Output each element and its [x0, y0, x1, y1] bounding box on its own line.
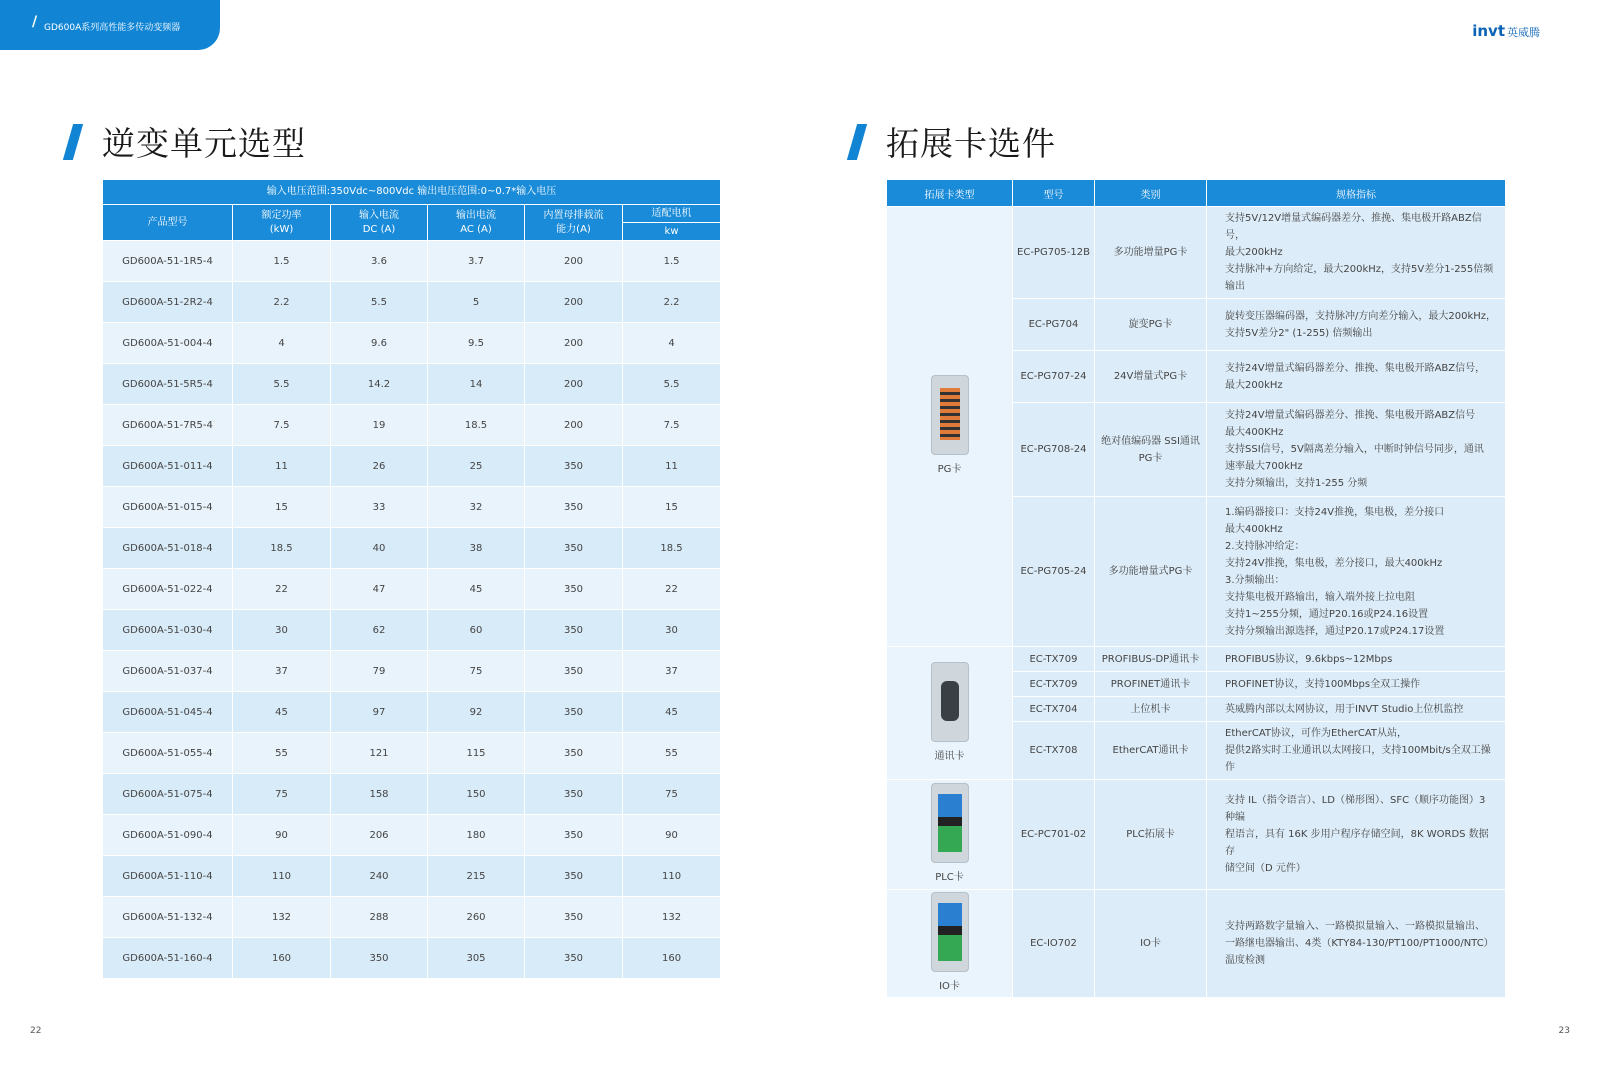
cell-bus-capacity: 350: [525, 897, 623, 938]
cell-input-current: 26: [331, 446, 428, 487]
cell-motor: 2.2: [623, 282, 721, 323]
card-type-cell: [887, 207, 1013, 647]
cell-model: GD600A-51-018-4: [103, 528, 233, 569]
cell-output-current: 92: [428, 692, 525, 733]
cell-bus-capacity: 350: [525, 610, 623, 651]
cell-power: 110: [233, 856, 331, 897]
card-spec: [1207, 697, 1506, 722]
cell-bus-capacity: 200: [525, 364, 623, 405]
cell-bus-capacity: 350: [525, 938, 623, 979]
cell-bus-capacity: 350: [525, 856, 623, 897]
spec-line: 最大200kHz: [1225, 247, 1283, 258]
cell-output-current: 180: [428, 815, 525, 856]
cell-input-current: 9.6: [331, 323, 428, 364]
header-tab: [0, 0, 220, 50]
cell-output-current: 32: [428, 487, 525, 528]
spec-line: 速率最大700kHz: [1225, 461, 1303, 472]
cell-power: 45: [233, 692, 331, 733]
cell-output-current: 25: [428, 446, 525, 487]
cell-input-current: 62: [331, 610, 428, 651]
table-row: [103, 815, 721, 856]
cell-model: GD600A-51-5R5-4: [103, 364, 233, 405]
cell-input-current: 5.5: [331, 282, 428, 323]
card-spec: [1207, 647, 1506, 672]
spec-line: 最大400KHz: [1225, 427, 1284, 438]
spec-line: 最大400kHz: [1225, 523, 1283, 535]
cell-motor: 5.5: [623, 364, 721, 405]
logo-sub: 英威腾: [1507, 26, 1540, 39]
cell-bus-capacity: 200: [525, 405, 623, 446]
cell-bus-capacity: 350: [525, 733, 623, 774]
cell-model: GD600A-51-011-4: [103, 446, 233, 487]
table-row: [103, 692, 721, 733]
cell-power: 15: [233, 487, 331, 528]
spec-line: 储空间（D 元件）: [1225, 863, 1306, 874]
cell-input-current: 288: [331, 897, 428, 938]
cell-power: 2.2: [233, 282, 331, 323]
cell-motor: 22: [623, 569, 721, 610]
card-row: [887, 890, 1506, 998]
cell-power: 5.5: [233, 364, 331, 405]
cell-bus-capacity: 350: [525, 569, 623, 610]
left-page-title: 逆变单元选型: [102, 124, 306, 163]
cell-motor: 45: [623, 692, 721, 733]
header-title: GD600A系列高性能多传动变频器: [44, 23, 181, 33]
table-row: [103, 651, 721, 692]
spec-line: 2.支持脉冲给定：: [1225, 540, 1305, 552]
card-category: 24V增量式PG卡: [1095, 351, 1207, 403]
cell-motor: 90: [623, 815, 721, 856]
spec-line: 旋转变压器编码器，支持脉冲/方向差分输入，最大200kHz，: [1225, 310, 1497, 322]
cell-power: 160: [233, 938, 331, 979]
col-motor: 适配电机: [623, 205, 721, 223]
card-spec: [1207, 780, 1506, 890]
cell-motor: 160: [623, 938, 721, 979]
card-spec: [1207, 207, 1506, 299]
col-power-l1: 额定功率: [261, 209, 302, 221]
cell-model: GD600A-51-7R5-4: [103, 405, 233, 446]
card-type-cell: [887, 780, 1013, 890]
cell-bus-capacity: 350: [525, 528, 623, 569]
table-row: [103, 241, 721, 282]
table-row: [103, 528, 721, 569]
cell-input-current: 33: [331, 487, 428, 528]
cell-input-current: 350: [331, 938, 428, 979]
table-row: [103, 487, 721, 528]
col-card-spec: 规格指标: [1207, 180, 1506, 207]
inverter-selection-table: [102, 179, 721, 979]
spec-line: 温度检测: [1225, 955, 1265, 966]
card-connector-graphic: [941, 681, 959, 721]
card-spec: [1207, 890, 1506, 998]
spec-line: 最大200kHz: [1225, 379, 1283, 391]
cell-motor: 4: [623, 323, 721, 364]
card-type-cell: [887, 890, 1013, 998]
col-in-l2: DC (A): [362, 223, 396, 235]
cell-bus-capacity: 200: [525, 282, 623, 323]
col-out-l2: AC (A): [460, 223, 492, 235]
table-row: [103, 446, 721, 487]
cell-power: 75: [233, 774, 331, 815]
card-spec: [1207, 722, 1506, 780]
cell-power: 22: [233, 569, 331, 610]
card-connector-graphic: [940, 388, 960, 440]
cell-input-current: 240: [331, 856, 428, 897]
cell-motor: 30: [623, 610, 721, 651]
cell-power: 132: [233, 897, 331, 938]
table-row: [103, 569, 721, 610]
col-input-current: [331, 205, 428, 241]
cell-power: 11: [233, 446, 331, 487]
cell-input-current: 40: [331, 528, 428, 569]
cell-power: 1.5: [233, 241, 331, 282]
spec-line: 支持1~255分频，通过P20.16或P24.16设置: [1225, 608, 1429, 620]
table-row: [103, 323, 721, 364]
cell-model: GD600A-51-160-4: [103, 938, 233, 979]
card-category: 多功能增量PG卡: [1095, 207, 1207, 299]
card-category: 绝对值编码器 SSI通讯PG卡: [1095, 403, 1207, 497]
cell-output-current: 3.7: [428, 241, 525, 282]
card-type-label: IO卡: [939, 981, 960, 992]
card-type-cell: [887, 647, 1013, 780]
cell-input-current: 47: [331, 569, 428, 610]
col-card-type: 拓展卡类型: [887, 180, 1013, 207]
cell-motor: 75: [623, 774, 721, 815]
cell-model: GD600A-51-110-4: [103, 856, 233, 897]
spec-line: PROFIBUS协议，9.6kbps~12Mbps: [1225, 653, 1393, 665]
card-model: EC-PG708-24: [1013, 403, 1095, 497]
cell-input-current: 79: [331, 651, 428, 692]
table-row: [103, 364, 721, 405]
cell-output-current: 45: [428, 569, 525, 610]
col-power-l2: (kW): [269, 223, 294, 235]
cell-model: GD600A-51-015-4: [103, 487, 233, 528]
col-motor-unit: kw: [623, 223, 721, 241]
cell-input-current: 3.6: [331, 241, 428, 282]
card-category: 多功能增量式PG卡: [1095, 497, 1207, 647]
cell-model: GD600A-51-090-4: [103, 815, 233, 856]
col-power: [233, 205, 331, 241]
cell-power: 90: [233, 815, 331, 856]
cell-motor: 132: [623, 897, 721, 938]
cell-output-current: 75: [428, 651, 525, 692]
card-photo: [931, 375, 969, 455]
card-model: EC-TX704: [1013, 697, 1095, 722]
card-model: EC-TX709: [1013, 672, 1095, 697]
card-category: PLC拓展卡: [1095, 780, 1207, 890]
cell-output-current: 9.5: [428, 323, 525, 364]
cell-motor: 7.5: [623, 405, 721, 446]
cell-bus-capacity: 350: [525, 651, 623, 692]
card-model: EC-IO702: [1013, 890, 1095, 998]
cell-model: GD600A-51-1R5-4: [103, 241, 233, 282]
spec-line: 支持分频输出源选择，通过P20.17或P24.17设置: [1225, 625, 1445, 637]
spec-line: 支持24V增量式编码器差分、推挽、集电极开路ABZ信号，: [1225, 362, 1486, 374]
cell-power: 37: [233, 651, 331, 692]
cell-output-current: 60: [428, 610, 525, 651]
cell-bus-capacity: 350: [525, 815, 623, 856]
cell-model: GD600A-51-022-4: [103, 569, 233, 610]
spec-line: 输出: [1225, 281, 1245, 292]
card-photo: [931, 892, 969, 972]
card-spec: [1207, 497, 1506, 647]
table-row: [103, 282, 721, 323]
cell-motor: 15: [623, 487, 721, 528]
page-number-right: 23: [1558, 1026, 1570, 1036]
cell-model: GD600A-51-045-4: [103, 692, 233, 733]
cell-output-current: 150: [428, 774, 525, 815]
spec-line: 支持 IL（指令语言）、LD（梯形图）、SFC（顺序功能图）3 种编: [1225, 795, 1486, 823]
card-category: PROFIBUS-DP通讯卡: [1095, 647, 1207, 672]
cell-output-current: 260: [428, 897, 525, 938]
page-number-left: 22: [30, 1026, 42, 1036]
col-card-model: 型号: [1013, 180, 1095, 207]
card-type-label: PLC卡: [935, 872, 964, 883]
table-row: [103, 897, 721, 938]
spec-line: 支持分频输出，支持1-255 分频: [1225, 478, 1368, 489]
spec-line: 支持脉冲+方向给定，最大200kHz，支持5V差分1-255倍频: [1225, 264, 1494, 275]
cell-bus-capacity: 200: [525, 241, 623, 282]
spec-line: 3.分频输出：: [1225, 574, 1285, 586]
spec-line: 支持5V差分2" (1-255) 倍频输出: [1225, 327, 1373, 339]
card-model: EC-TX708: [1013, 722, 1095, 780]
card-model: EC-PG704: [1013, 299, 1095, 351]
cell-motor: 18.5: [623, 528, 721, 569]
card-category: 旋变PG卡: [1095, 299, 1207, 351]
cell-bus-capacity: 350: [525, 487, 623, 528]
cell-output-current: 215: [428, 856, 525, 897]
card-category: 上位机卡: [1095, 697, 1207, 722]
card-category: EtherCAT通讯卡: [1095, 722, 1207, 780]
col-bus-l1: 内置母排载流: [543, 209, 604, 221]
card-model: EC-PG705-12B: [1013, 207, 1095, 299]
card-type-label: PG卡: [937, 464, 962, 475]
table-row: [103, 774, 721, 815]
cell-model: GD600A-51-132-4: [103, 897, 233, 938]
spec-line: 支持集电极开路输出，输入端外接上拉电阻: [1225, 591, 1415, 603]
col-bus-l2: 能力(A): [556, 223, 591, 235]
spec-line: PROFINET协议，支持100Mbps全双工操作: [1225, 678, 1421, 690]
cell-model: GD600A-51-075-4: [103, 774, 233, 815]
brand-logo: [1472, 22, 1540, 40]
card-spec: [1207, 672, 1506, 697]
card-photo: [931, 662, 969, 742]
expansion-card-table: [886, 179, 1506, 998]
spec-line: 英威腾内部以太网协议，用于INVT Studio上位机监控: [1225, 703, 1464, 715]
table-row: [103, 610, 721, 651]
cell-model: GD600A-51-037-4: [103, 651, 233, 692]
card-model: EC-PG705-24: [1013, 497, 1095, 647]
spec-line: 支持5V/12V增量式编码器差分、推挽、集电极开路ABZ信号，: [1225, 213, 1482, 241]
cell-motor: 55: [623, 733, 721, 774]
card-row: [887, 647, 1506, 672]
logo-text: invt: [1472, 22, 1505, 40]
cell-input-current: 14.2: [331, 364, 428, 405]
voltage-range-header: 输入电压范围:350Vdc~800Vdc 输出电压范围:0~0.7*输入电压: [103, 180, 721, 205]
cell-output-current: 18.5: [428, 405, 525, 446]
right-page-title: 拓展卡选件: [886, 124, 1056, 163]
cell-output-current: 115: [428, 733, 525, 774]
col-out-l1: 输出电流: [456, 209, 496, 221]
cell-input-current: 206: [331, 815, 428, 856]
card-type-label: 通讯卡: [934, 750, 965, 762]
cell-bus-capacity: 350: [525, 446, 623, 487]
spec-line: 支持两路数字量输入、一路模拟量输入、一路模拟量输出、: [1225, 921, 1485, 932]
card-spec: [1207, 351, 1506, 403]
cell-output-current: 5: [428, 282, 525, 323]
card-category: PROFINET通讯卡: [1095, 672, 1207, 697]
cell-input-current: 121: [331, 733, 428, 774]
table-row: [103, 733, 721, 774]
spec-line: 支持24V推挽，集电极，差分接口，最大400kHz: [1225, 557, 1443, 569]
cell-model: GD600A-51-055-4: [103, 733, 233, 774]
cell-input-current: 158: [331, 774, 428, 815]
cell-motor: 110: [623, 856, 721, 897]
cell-motor: 11: [623, 446, 721, 487]
cell-input-current: 97: [331, 692, 428, 733]
cell-power: 18.5: [233, 528, 331, 569]
col-bus-capacity: [525, 205, 623, 241]
table-row: [103, 856, 721, 897]
heading-bar: [63, 124, 83, 160]
spec-line: 支持24V增量式编码器差分、推挽、集电极开路ABZ信号: [1225, 410, 1476, 421]
card-model: EC-PG707-24: [1013, 351, 1095, 403]
card-category: IO卡: [1095, 890, 1207, 998]
cell-bus-capacity: 200: [525, 323, 623, 364]
col-output-current: [428, 205, 525, 241]
table-row: [103, 405, 721, 446]
card-connector-graphic: [938, 903, 962, 961]
cell-model: GD600A-51-030-4: [103, 610, 233, 651]
table-row: [103, 938, 721, 979]
cell-power: 30: [233, 610, 331, 651]
card-model: EC-TX709: [1013, 647, 1095, 672]
cell-bus-capacity: 350: [525, 774, 623, 815]
slash-mark: /: [32, 14, 38, 30]
cell-output-current: 14: [428, 364, 525, 405]
col-in-l1: 输入电流: [359, 209, 399, 221]
col-card-category: 类别: [1095, 180, 1207, 207]
cell-power: 4: [233, 323, 331, 364]
cell-output-current: 38: [428, 528, 525, 569]
cell-input-current: 19: [331, 405, 428, 446]
card-connector-graphic: [938, 794, 962, 852]
cell-motor: 37: [623, 651, 721, 692]
cell-motor: 1.5: [623, 241, 721, 282]
card-spec: [1207, 403, 1506, 497]
cell-output-current: 305: [428, 938, 525, 979]
card-spec: [1207, 299, 1506, 351]
cell-power: 55: [233, 733, 331, 774]
spec-line: 1.编码器接口：支持24V推挽，集电极，差分接口: [1225, 506, 1445, 518]
card-row: [887, 780, 1506, 890]
card-row: [887, 207, 1506, 299]
card-model: EC-PC701-02: [1013, 780, 1095, 890]
spec-line: EtherCAT协议，可作为EtherCAT从站，: [1225, 728, 1407, 739]
spec-line: 程语言，具有 16K 步用户程序存储空间，8K WORDS 数据存: [1225, 829, 1489, 857]
spec-line: 支持SSI信号，5V隔离差分输入，中断时钟信号同步，通讯: [1225, 444, 1484, 455]
spec-line: 提供2路实时工业通讯以太网接口，支持100Mbit/s全双工操作: [1225, 745, 1491, 773]
cell-model: GD600A-51-004-4: [103, 323, 233, 364]
cell-model: GD600A-51-2R2-4: [103, 282, 233, 323]
cell-bus-capacity: 350: [525, 692, 623, 733]
cell-power: 7.5: [233, 405, 331, 446]
col-model: 产品型号: [103, 205, 233, 241]
card-photo: [931, 783, 969, 863]
spec-line: 一路继电器输出、4类（KTY84-130/PT100/PT1000/NTC）: [1225, 938, 1494, 949]
heading-bar: [847, 124, 867, 160]
